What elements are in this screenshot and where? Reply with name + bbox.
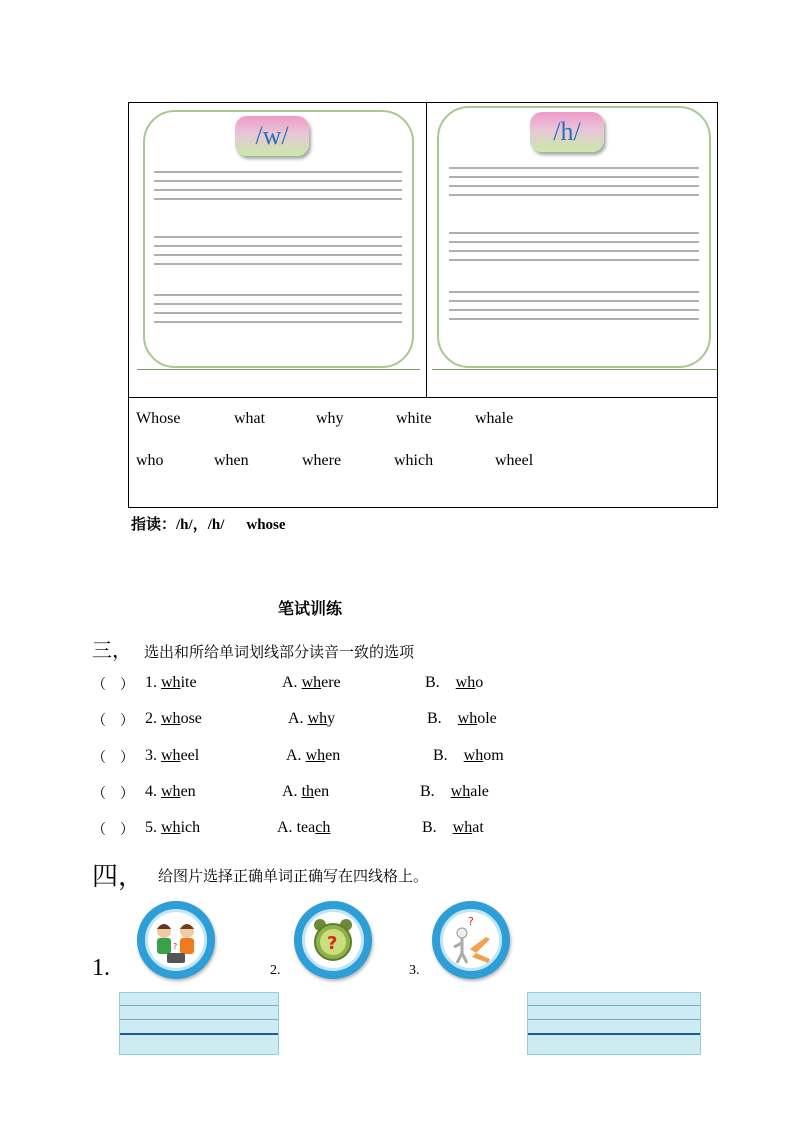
- writing-line: [449, 291, 699, 293]
- underlined-part: wh: [452, 819, 473, 836]
- grid-line: [120, 1005, 278, 1006]
- writing-line: [449, 300, 699, 302]
- word-suffix: eel: [180, 747, 200, 764]
- option-a[interactable]: [282, 674, 341, 692]
- writing-line: [154, 321, 402, 323]
- word-item: which: [394, 452, 434, 469]
- card-base-line: [137, 369, 420, 370]
- grid-line: [528, 1005, 700, 1006]
- underlined-part: wh: [161, 747, 181, 764]
- word-item: who: [136, 452, 164, 469]
- question-number: 3.: [145, 747, 157, 764]
- question-number: 4.: [145, 783, 157, 800]
- underlined-part: th: [301, 783, 315, 800]
- guided-reading: [131, 513, 286, 534]
- writing-line: [154, 236, 402, 238]
- option-label: B.: [422, 819, 437, 836]
- question-number: 1.: [145, 674, 157, 691]
- word-suffix: ite: [180, 674, 197, 691]
- phoneme-h-text: /h/: [553, 117, 581, 146]
- card-base-line: [432, 369, 717, 370]
- question-number: 2.: [145, 710, 157, 727]
- picture-item-number: 2.: [270, 963, 281, 978]
- writing-line: [449, 250, 699, 252]
- answer-blank[interactable]: （ ）: [92, 786, 134, 802]
- writing-line: [154, 171, 402, 173]
- answer-blank[interactable]: （ ）: [92, 713, 134, 729]
- question-word: [145, 783, 196, 801]
- underlined-part: wh: [455, 674, 476, 691]
- writing-line: [449, 176, 699, 178]
- option-label: A.: [282, 674, 298, 691]
- option-a[interactable]: [286, 747, 340, 765]
- option-label: A.: [288, 710, 304, 727]
- children-talking-icon: [137, 901, 215, 979]
- option-b[interactable]: [427, 710, 497, 728]
- grid-baseline: [120, 1033, 278, 1035]
- word-suffix: om: [483, 747, 504, 764]
- option-a[interactable]: [288, 710, 335, 728]
- underlined-part: wh: [307, 710, 328, 727]
- word-suffix: ich: [180, 819, 201, 836]
- writing-line: [154, 303, 402, 305]
- word-suffix: ole: [477, 710, 497, 727]
- underlined-part: wh: [161, 710, 181, 727]
- word-suffix: y: [327, 710, 336, 727]
- question-number: 5.: [145, 819, 157, 836]
- writing-line: [154, 254, 402, 256]
- word-suffix: ose: [180, 710, 202, 727]
- section3-header: [92, 634, 414, 663]
- svg-text:?: ?: [173, 942, 178, 951]
- writing-line: [449, 241, 699, 243]
- word-suffix: ale: [470, 783, 489, 800]
- underlined-part: wh: [161, 783, 181, 800]
- phoneme-w-text: /w/: [255, 121, 289, 150]
- word-item: wheel: [495, 452, 534, 469]
- writing-line: [154, 263, 402, 265]
- underlined-part: wh: [161, 674, 181, 691]
- underlined-part: wh: [457, 710, 478, 727]
- word-item: when: [214, 452, 249, 469]
- option-label: B.: [420, 783, 435, 800]
- word-item: where: [302, 452, 342, 469]
- writing-line: [449, 232, 699, 234]
- writing-line: [154, 245, 402, 247]
- table-divider-vertical: [426, 102, 427, 398]
- word-suffix: o: [475, 674, 484, 691]
- option-label: B.: [425, 674, 440, 691]
- alarm-clock-question-icon: [294, 901, 372, 979]
- answer-blank[interactable]: （ ）: [92, 750, 134, 766]
- word-prefix: tea: [296, 819, 316, 836]
- underlined-part: wh: [450, 783, 471, 800]
- underlined-part: wh: [161, 819, 181, 836]
- grid-line: [528, 1019, 700, 1020]
- writing-line: [154, 312, 402, 314]
- option-b[interactable]: [425, 674, 483, 692]
- underlined-part: wh: [305, 747, 326, 764]
- word-suffix: en: [180, 783, 196, 800]
- question-word: [145, 819, 200, 837]
- four-line-grid-1[interactable]: [119, 992, 279, 1055]
- word-item: whale: [475, 410, 514, 427]
- phoneme-label-h: [530, 112, 604, 152]
- option-b[interactable]: [420, 783, 489, 801]
- word-item: Whose: [136, 410, 181, 427]
- question-word: [145, 710, 202, 728]
- writing-line: [449, 318, 699, 320]
- option-label: A.: [286, 747, 302, 764]
- picture-item-number: 3.: [409, 963, 420, 978]
- word-suffix: en: [314, 783, 330, 800]
- person-pointing-question-icon: [432, 901, 510, 979]
- svg-text:?: ?: [468, 915, 474, 928]
- underlined-part: ch: [315, 819, 331, 836]
- option-label: B.: [433, 747, 448, 764]
- word-suffix: ere: [321, 674, 341, 691]
- grid-baseline: [528, 1033, 700, 1035]
- picture-item-number: 1.: [92, 955, 110, 981]
- answer-blank[interactable]: （ ）: [92, 822, 134, 838]
- section4-header: [92, 856, 428, 893]
- option-label: B.: [427, 710, 442, 727]
- writing-line: [449, 194, 699, 196]
- option-b[interactable]: [422, 819, 484, 837]
- answer-blank[interactable]: （ ）: [92, 677, 134, 693]
- section3-instruction: 选出和所给单词划线部分读音一致的选项: [144, 643, 415, 661]
- word-item: white: [396, 410, 432, 427]
- writing-line: [449, 309, 699, 311]
- underlined-part: wh: [463, 747, 484, 764]
- table-divider-horizontal: [128, 397, 718, 398]
- question-word: [145, 674, 197, 692]
- writing-line: [154, 180, 402, 182]
- phoneme-label-w: [235, 116, 309, 156]
- word-item: what: [234, 410, 266, 427]
- writing-line: [449, 185, 699, 187]
- writing-line: [154, 189, 402, 191]
- section4-number: 四，: [92, 862, 145, 892]
- grid-line: [120, 1019, 278, 1020]
- word-suffix: at: [472, 819, 484, 836]
- writing-line: [154, 294, 402, 296]
- four-line-grid-3[interactable]: [527, 992, 701, 1055]
- option-label: A.: [277, 819, 293, 836]
- guided-reading-label: 指读：: [131, 515, 177, 533]
- word-item: why: [316, 410, 344, 427]
- section3-number: 三，: [92, 638, 132, 662]
- svg-text:?: ?: [327, 933, 338, 954]
- section-heading: 笔试训练: [278, 599, 343, 618]
- section4-instruction: 给图片选择正确单词正确写在四线格上。: [158, 867, 429, 885]
- option-a[interactable]: [277, 819, 330, 837]
- underlined-part: wh: [301, 674, 322, 691]
- guided-reading-text: /h/，/h/: [176, 517, 225, 533]
- option-a[interactable]: [282, 783, 329, 801]
- guided-reading-word: whose: [246, 517, 286, 533]
- writing-line: [449, 259, 699, 261]
- word-suffix: en: [325, 747, 341, 764]
- question-word: [145, 747, 199, 765]
- writing-line: [154, 198, 402, 200]
- writing-line: [449, 167, 699, 169]
- option-b[interactable]: [433, 747, 504, 765]
- option-label: A.: [282, 783, 298, 800]
